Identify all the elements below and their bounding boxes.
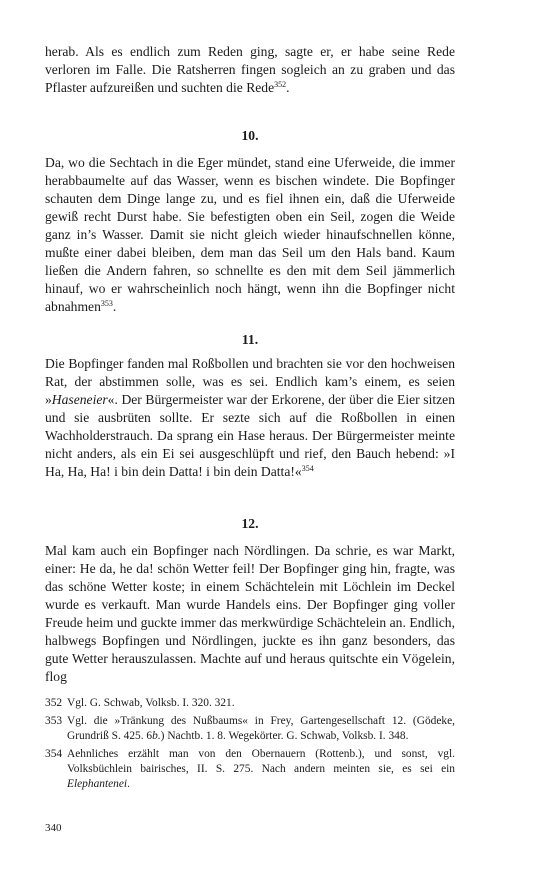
paragraph-text: Die Bopfinger fanden mal Roßbollen und brachten sie vor den hochweisen Rat, der abstimmen solle, was es sei. Endlich kam’s einem, es seien » [45,356,455,407]
section-heading-11: 11. [241,332,259,347]
footnote-text-b: ) Nachtb. 1. 8. Wegekörter. G. Schwab, Volksb. I. 348. [160,730,409,742]
paragraph-text: herab. Als es endlich zum Reden ging, sagte er, er habe seine Rede verloren im Falle. Die Ratsherren fingen sogleich an zu graben und das Pflaster aufzureißen und suchten die Rede [45,44,455,95]
footnote [45,696,455,711]
italic-word: Elephantenei [67,778,128,790]
italic-word: Haseneier [51,392,108,407]
continued-paragraph [45,43,455,97]
paragraph-text: Da, wo die Sechtach in die Eger mündet, stand eine Uferweide, die immer herabbaumelte auf das Wasser, wenn es bischen windete. Die Bopfinger schauten dem Dinge lange zu, und es fiel ihnen ein, daß die Uferweide gewiß recht Durst habe. Sie befestigten oben ein Seil, zogen die Weide ganz in’s Wasser. Damit sie nicht gleich wieder hinaufschnellen könne, mußte einer dabei bleiben, dem man das Seil um den Hals band. Kaum ließen die Andern fahren, so schnellte es den mit dem Seil jämmerlich hinauf, wo er wahrscheinlich noch hängt, wenn ihn die Bopfinger nicht abnahmen [45,155,455,314]
page-number: 340 [45,822,62,834]
footnotes [45,696,455,795]
footnote [45,714,455,744]
footnote-text [67,714,455,744]
paragraph-end: . [112,299,117,314]
footnote-number: 354 [45,748,63,760]
section-heading-10: 10. [241,128,259,143]
footnote-ref[interactable]: 352 [274,80,287,89]
section-paragraph-10 [45,154,455,316]
paragraph-text-cont: «. Der Bürgermeister war der Erkorene, der über die Eier sitzen und sie ausbrüten sollte. Er sezte sich auf die Roßbollen in einen Wachholderstrauch. Da sprang ein Hase heraus. Der Bürgermeister meinte nicht anders, als ein Ei sei ausgeschlüpft und rief, den Bauch hebend: »I Ha, Ha, Ha! i bin dein Datta! i bin dein Datta!« [45,392,455,479]
footnote [45,747,455,792]
section-paragraph-11 [45,355,455,481]
footnote-ref[interactable]: 353 [100,299,113,308]
paragraph-end: . [286,80,290,95]
footnote-text-b: . [127,778,130,790]
footnote-number: 353 [45,715,63,727]
footnote-text-a: Vgl. die »Tränkung des Nußbaums« in Frey, Gartengesellschaft 12. (Gödeke, Grundriß S. 425. 6 [67,715,455,742]
footnote-text [67,747,455,792]
section-paragraph-12: Mal kam auch ein Bopfinger nach Nördlingen. Da schrie, es war Markt, einer: He da, he da! schön Wetter feil! Der Bopfinger ging hin, fragte, was das schöne Wetter koste; in einem Schächtelein mit Löchlein im Deckel wurde es verkauft. Man wurde Handels eins. Der Bopfinger ging voller Freude heim und guckte immer das merkwürdige Schächtelein an. Endlich, halbwegs Bopfingen und Nördlingen, juckte es ihn ganz besonders, das gute Wetter herauszulassen. Machte auf und heraus quitschte ein Vögelein, flog [45,543,455,684]
footnote-text-a: Aehnliches erzählt man von den Obernauern (Rottenb.), und sonst, vgl. Volksbüchlein bairisches, II. S. 275. Nach andern meinten sie, es sei ein [67,748,455,775]
footnote-ref[interactable]: 354 [301,464,314,473]
footnote-text: Vgl. G. Schwab, Volksb. I. 320. 321. [67,697,235,709]
section-heading-12: 12. [241,516,259,531]
footnote-number: 352 [45,697,63,709]
italic-word: b. [152,730,161,742]
